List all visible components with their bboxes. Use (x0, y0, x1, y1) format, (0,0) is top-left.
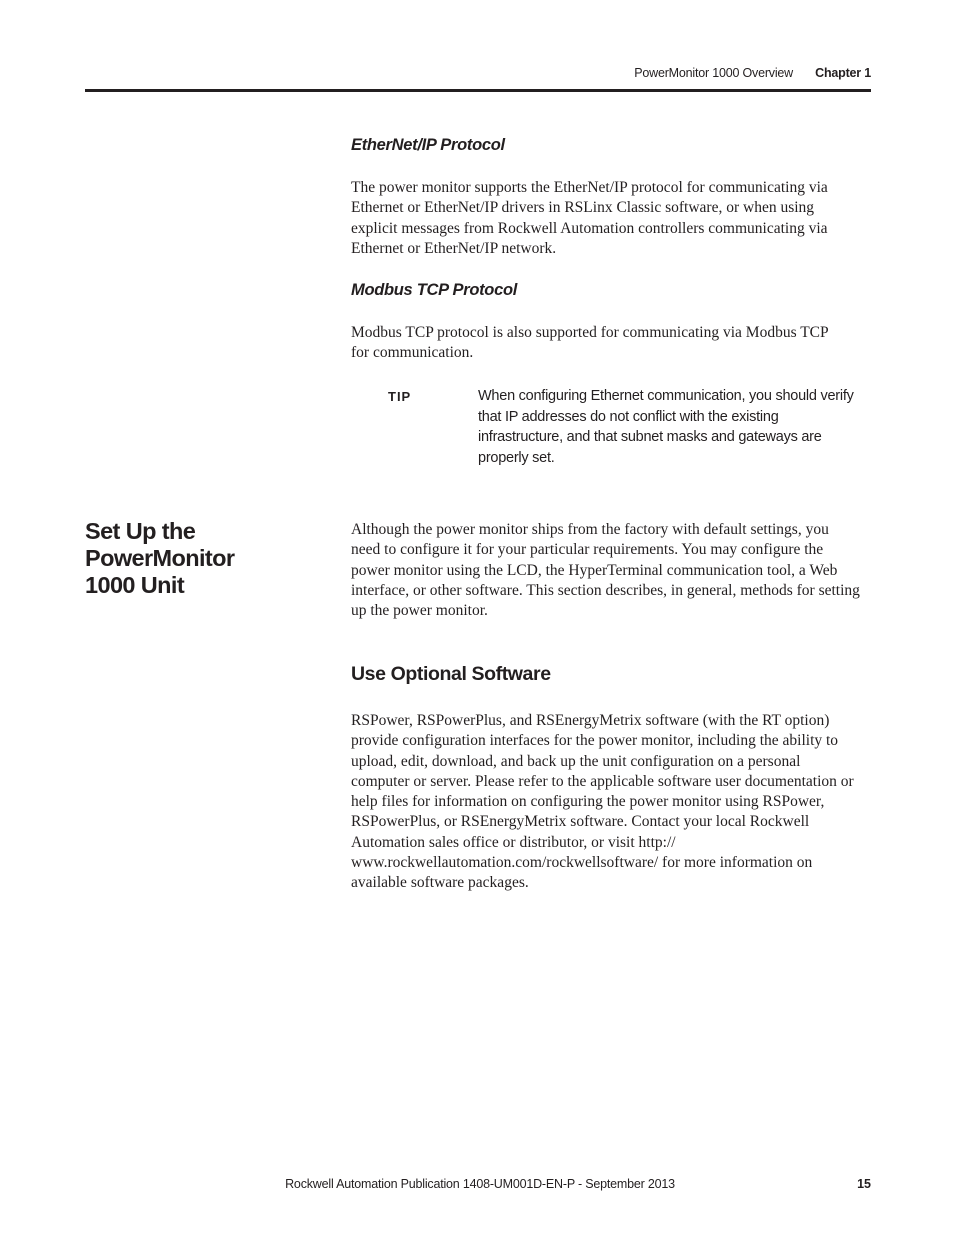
paragraph-line: explicit messages from Rockwell Automation controllers communicating via (351, 219, 828, 237)
page-number: 15 (857, 1177, 871, 1191)
section-title (85, 518, 335, 599)
paragraph-line: up the power monitor. (351, 602, 488, 620)
header-title: PowerMonitor 1000 Overview (634, 66, 793, 80)
paragraph-line: available software packages. (351, 874, 529, 892)
header-chapter: Chapter 1 (815, 66, 871, 80)
paragraph-line: computer or server. Please refer to the applicable software user documentation or (351, 772, 854, 790)
optional-software-paragraph (351, 711, 871, 894)
paragraph-line: provide configuration interfaces for the power monitor, including the ability to (351, 732, 839, 750)
section-title-line: Set Up the PowerMonitor (85, 518, 235, 571)
paragraph-line: www.rockwellautomation.com/rockwellsoftware/ for more information on (351, 854, 813, 872)
paragraph-line: RSPower, RSPowerPlus, and RSEnergyMetrix software (with the RT option) (351, 712, 830, 729)
paragraph-line: help files for information on configuring the power monitor using RSPower, (351, 793, 825, 811)
tip-line: When configuring Ethernet communication, you should verify (478, 388, 854, 404)
tip-text (478, 386, 871, 468)
paragraph-line: Automation sales office or distributor, or visit http:// (351, 833, 676, 851)
paragraph-line: Ethernet or EtherNet/IP network. (351, 239, 557, 257)
modbus-tcp-paragraph (351, 323, 871, 364)
paragraph-line: RSPowerPlus, or RSEnergyMetrix software. Contact your local Rockwell (351, 813, 810, 831)
paragraph-line: The power monitor supports the EtherNet/IP protocol for communicating via (351, 179, 828, 196)
setup-paragraph (351, 520, 871, 621)
paragraph-line: upload, edit, download, and back up the unit configuration on a personal (351, 752, 801, 770)
running-header (85, 66, 871, 82)
tip-label: TIP (388, 389, 412, 404)
paragraph-line: interface, or other software. This section describes, in general, methods for setting (351, 581, 860, 599)
tip-line: that IP addresses do not conflict with the existing (478, 408, 779, 425)
ethernet-ip-paragraph (351, 178, 871, 259)
paragraph-line: power monitor using the LCD, the HyperTerminal communication tool, a Web (351, 561, 838, 579)
modbus-tcp-heading: Modbus TCP Protocol (351, 281, 518, 299)
section-title-line: 1000 Unit (85, 572, 185, 598)
paragraph-line: Ethernet or EtherNet/IP drivers in RSLinx Classic software, or when using (351, 199, 815, 217)
tip-line: infrastructure, and that subnet masks and gateways are (478, 429, 822, 445)
paragraph-line: for communication. (351, 344, 474, 362)
paragraph-line: Modbus TCP protocol is also supported for communicating via Modbus TCP (351, 324, 829, 341)
optional-software-heading: Use Optional Software (351, 663, 551, 685)
paragraph-line: Although the power monitor ships from the factory with default settings, you (351, 521, 829, 538)
ethernet-ip-heading: EtherNet/IP Protocol (351, 136, 505, 154)
paragraph-line: need to configure it for your particular requirements. You may configure the (351, 541, 824, 559)
tip-line: properly set. (478, 449, 555, 466)
footer-publication: Rockwell Automation Publication 1408-UM001D-EN-P - September 2013 (285, 1177, 675, 1191)
header-rule (85, 89, 871, 92)
